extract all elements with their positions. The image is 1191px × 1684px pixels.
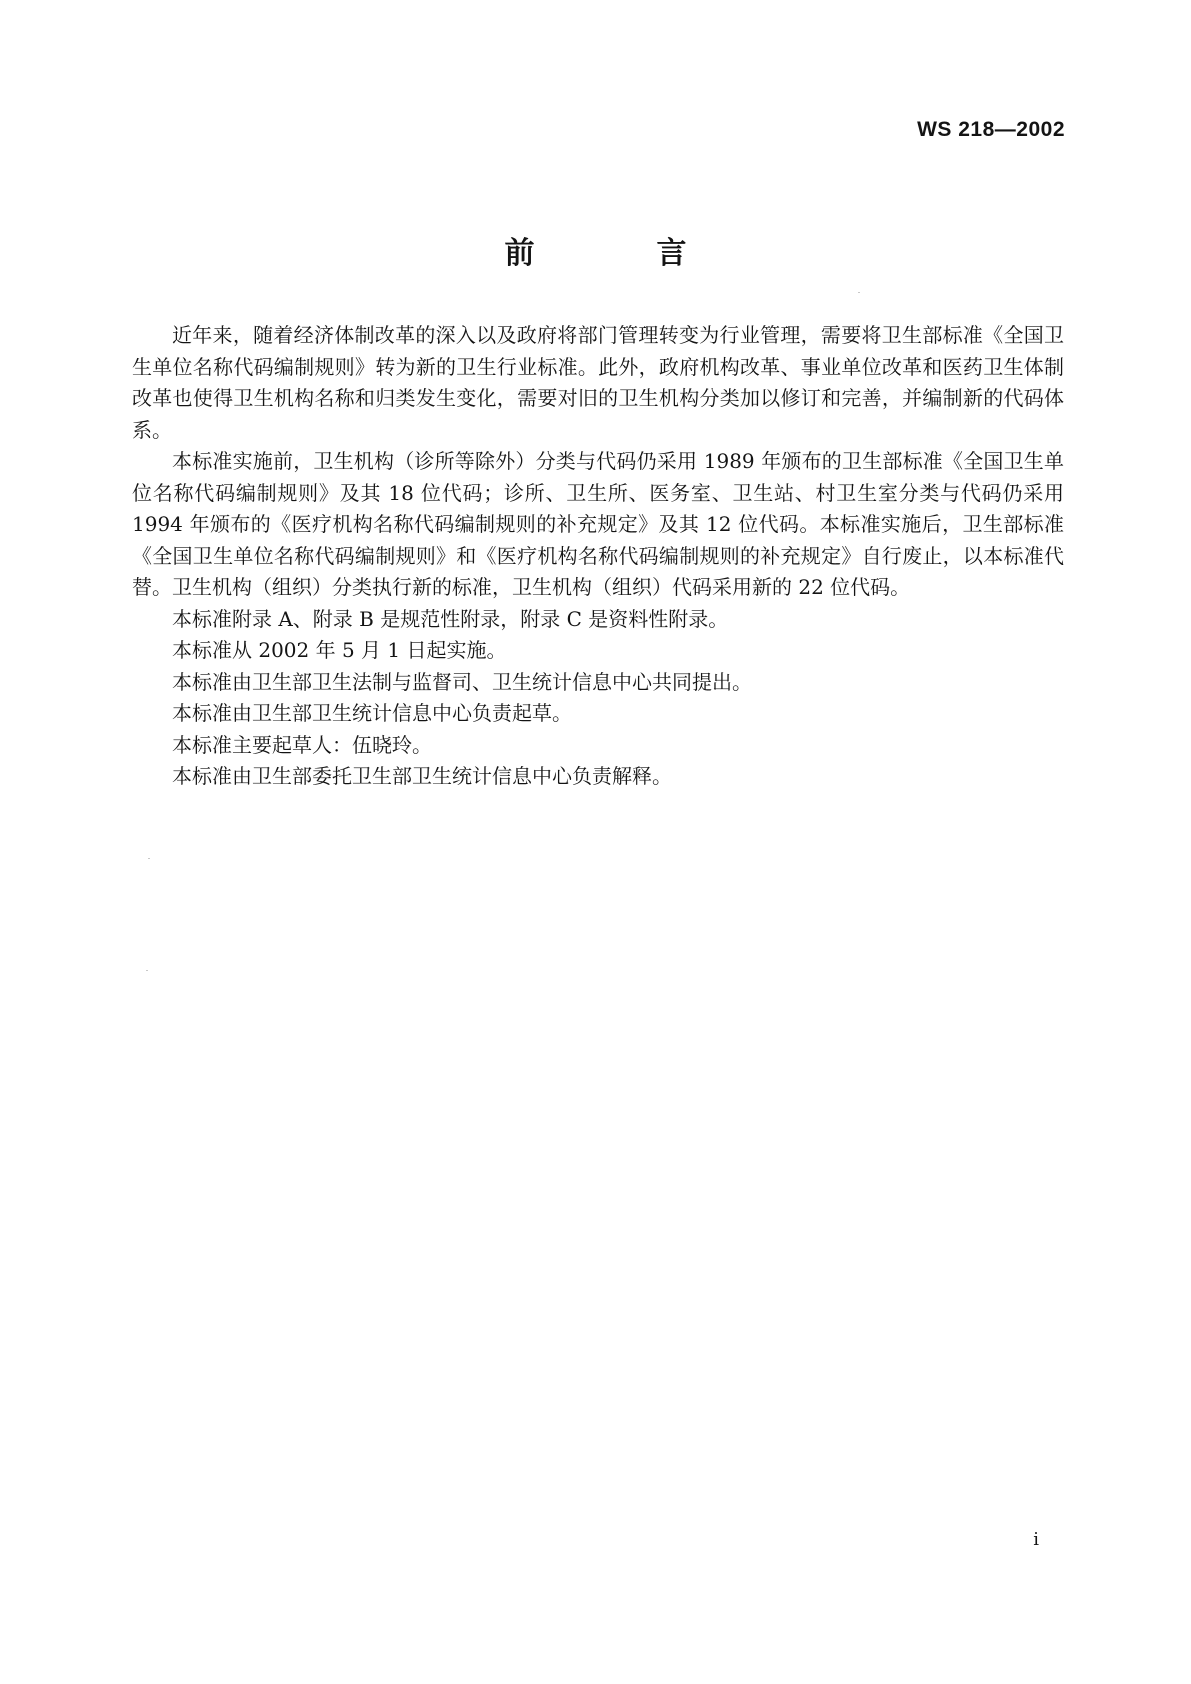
paragraph-proposer: 本标准由卫生部卫生法制与监督司、卫生统计信息中心共同提出。 bbox=[172, 669, 752, 694]
scan-speck bbox=[858, 292, 860, 293]
paragraph-drafter: 本标准主要起草人：伍晓玲。 bbox=[172, 732, 432, 757]
scan-speck bbox=[148, 858, 150, 859]
scan-speck bbox=[146, 970, 148, 971]
paragraph-interpretation: 本标准由卫生部委托卫生部卫生统计信息中心负责解释。 bbox=[172, 764, 672, 788]
paragraph-drafting-unit: 本标准由卫生部卫生统计信息中心负责起草。 bbox=[172, 701, 572, 725]
foreword-body bbox=[132, 320, 1064, 793]
paragraph-replacement: 本标准实施前，卫生机构（诊所等除外）分类与代码仍采用 1989 年颁布的卫生部标准《全国卫生单位名称代码编制规则》及其 18 位代码；诊所、卫生所、医务室、卫生站、村卫生室分类与代码仍采用 1994 年颁布的《医疗机构名称代码编制规则的补充规定》及其 12 位代码。本标准实施后，卫生部标准《全国卫生单位名称代码编制规则》和《医疗机构名称代码编制规则的补充规定》自行废止，以本标准代替。卫生机构（组织）分类执行新的标准，卫生机构（组织）代码采用新的 22 位代码。 bbox=[132, 449, 1064, 599]
page-title: 前 言 bbox=[504, 236, 733, 271]
page-number: i bbox=[1033, 1529, 1039, 1550]
paragraph-appendices: 本标准附录 A、附录 B 是规范性附录，附录 C 是资料性附录。 bbox=[172, 606, 729, 631]
standard-code: WS 218—2002 bbox=[917, 118, 1065, 141]
paragraph-background: 近年来，随着经济体制改革的深入以及政府将部门管理转变为行业管理，需要将卫生部标准《全国卫生单位名称代码编制规则》转为新的卫生行业标准。此外，政府机构改革、事业单位改革和医药卫生体制改革也使得卫生机构名称和归类发生变化，需要对旧的卫生机构分类加以修订和完善，并编制新的代码体系。 bbox=[132, 323, 1064, 442]
paragraph-effective-date: 本标准从 2002 年 5 月 1 日起实施。 bbox=[172, 638, 507, 662]
